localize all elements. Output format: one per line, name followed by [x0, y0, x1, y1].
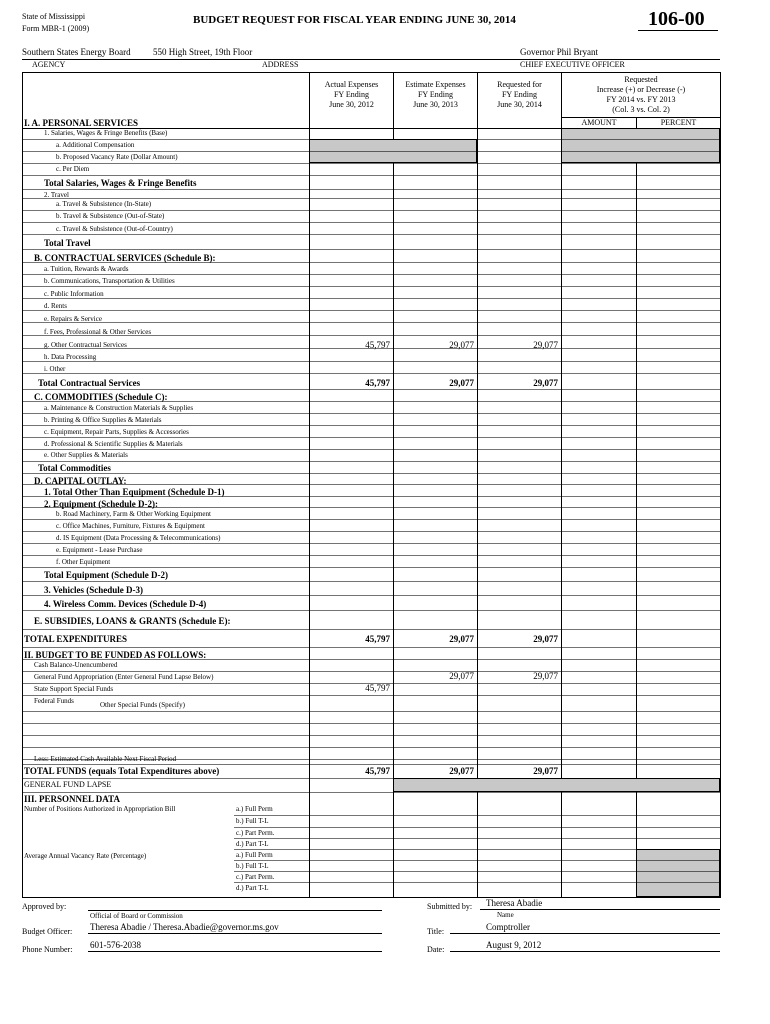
row-label: b. Printing & Office Supplies & Materials	[44, 416, 162, 424]
row-separator	[22, 249, 720, 250]
address-caption: ADDRESS	[262, 60, 299, 69]
row-label: 3. Vehicles (Schedule D-3)	[44, 585, 143, 595]
section-funding: II. BUDGET TO BE FUNDED AS FOLLOWS:	[24, 650, 207, 660]
row-label: c.) Part Perm.	[236, 829, 275, 837]
row-label: 2. Travel	[44, 191, 69, 199]
row-separator	[22, 449, 720, 450]
row-separator	[22, 274, 720, 275]
row-label: 4. Wireless Comm. Devices (Schedule D-4)	[44, 599, 207, 609]
row-separator	[22, 747, 720, 748]
row-separator	[22, 461, 720, 462]
phone-field[interactable]: 601-576-2038	[90, 940, 141, 950]
approved-label: Approved by:	[22, 902, 67, 911]
row-label: d. Professional & Scientific Supplies & Materials	[44, 440, 183, 448]
value-cell: 29,077	[533, 378, 558, 388]
row-label: 1. Total Other Than Equipment (Schedule D-1)	[44, 487, 225, 497]
row-label: b.) Full T-L	[236, 862, 269, 870]
phone-label: Phone Number:	[22, 945, 73, 954]
row-label: Less: Estimated Cash Available Next Fiscal Period	[34, 755, 177, 763]
row-separator	[22, 163, 720, 164]
row-separator	[22, 695, 720, 696]
value-cell: 29,077	[533, 340, 558, 350]
col-amount-header: AMOUNT	[581, 118, 617, 127]
row-total-expenditures: TOTAL EXPENDITURES	[24, 634, 127, 644]
budget-officer-label: Budget Officer:	[22, 927, 73, 936]
row-separator	[22, 711, 720, 712]
row-total: Total Salaries, Wages & Fringe Benefits	[44, 178, 197, 188]
row-separator	[22, 792, 720, 793]
row-total: Total Equipment (Schedule D-2)	[44, 570, 168, 580]
value-cell: 45,797	[365, 378, 390, 388]
section-commodities: C. COMMODITIES (Schedule C):	[34, 392, 168, 402]
row-separator	[22, 531, 720, 532]
row-separator	[22, 555, 720, 556]
row-label: Number of Positions Authorized in Appropriation Bill	[24, 805, 176, 813]
row-label: b.) Full T-L	[236, 817, 269, 825]
section-capital-outlay: D. CAPITAL OUTLAY:	[34, 476, 127, 486]
row-separator	[22, 519, 720, 520]
row-label: h. Data Processing	[44, 353, 97, 361]
title-field[interactable]: Comptroller	[486, 922, 530, 932]
col-estimate-header: Estimate Expenses FY Ending June 30, 2013	[405, 80, 466, 109]
row-separator	[22, 175, 720, 176]
row-label: a.) Full Perm	[236, 851, 273, 859]
chief-caption: CHIEF EXECUTIVE OFFICER	[520, 60, 625, 69]
title-label: Title:	[427, 927, 445, 936]
row-label: d. IS Equipment (Data Processing & Telecommunications)	[56, 534, 221, 542]
value-cell: 29,077	[533, 671, 558, 681]
date-field[interactable]: August 9, 2012	[486, 940, 542, 950]
row-total-funds: TOTAL FUNDS (equals Total Expenditures above)	[24, 766, 220, 776]
value-cell: 29,077	[449, 671, 474, 681]
section-contractual: B. CONTRACTUAL SERVICES (Schedule B):	[34, 253, 216, 263]
row-separator	[22, 189, 720, 190]
row-separator	[22, 413, 720, 414]
row-separator	[22, 581, 720, 582]
row-label: b. Travel & Subsistence (Out-of-State)	[56, 212, 165, 220]
value-cell: 29,077	[449, 634, 474, 644]
form-number: 106-00	[648, 8, 705, 30]
row-label: b. Communications, Transportation & Utilities	[44, 277, 175, 285]
col-change-header: Requested Increase (+) or Decrease (-) FY 2014 vs. FY 2013 (Col. 3 vs. Col. 2)	[596, 75, 686, 114]
agency-caption: AGENCY	[32, 60, 66, 69]
row-label: f. Fees, Professional & Other Services	[44, 328, 152, 336]
col-percent-header: PERCENT	[660, 118, 697, 127]
row-separator	[22, 425, 720, 426]
section-personal-services: I. A. PERSONAL SERVICES	[24, 118, 138, 128]
row-label: a. Additional Compensation	[56, 141, 135, 149]
row-label: Other Special Funds (Specify)	[100, 701, 185, 709]
value-cell: 29,077	[449, 378, 474, 388]
row-label: c. Equipment, Repair Parts, Supplies & Accessories	[44, 428, 189, 436]
section-personnel: III. PERSONNEL DATA	[24, 794, 120, 804]
row-separator	[22, 286, 720, 287]
row-label: e. Repairs & Service	[44, 315, 102, 323]
row-separator	[22, 610, 720, 611]
chief-officer: Governor Phil Bryant	[520, 47, 598, 57]
row-label: b. Proposed Vacancy Rate (Dollar Amount)	[56, 153, 178, 161]
section-subsidies: E. SUBSIDIES, LOANS & GRANTS (Schedule E):	[34, 616, 231, 626]
row-separator	[22, 298, 720, 299]
row-label: State Support Special Funds	[34, 685, 114, 693]
row-label: d.) Part T-L	[236, 884, 269, 892]
row-label: g. Other Contractual Services	[44, 341, 127, 349]
row-separator	[22, 629, 720, 630]
row-separator	[22, 234, 720, 235]
col-requested-header: Requested for FY Ending June 30, 2014	[497, 80, 542, 109]
row-separator	[22, 647, 720, 648]
value-cell: 45,797	[365, 683, 390, 693]
submitted-label: Submitted by:	[427, 902, 473, 911]
row-separator	[22, 210, 720, 211]
row-separator	[22, 139, 720, 140]
shaded-block	[393, 778, 720, 792]
row-label: e. Other Supplies & Materials	[44, 451, 128, 459]
row-label: 1. Salaries, Wages & Fringe Benefits (Base)	[44, 129, 168, 137]
row-label: i. Other	[44, 365, 66, 373]
row-separator	[22, 437, 720, 438]
row-separator	[22, 484, 720, 485]
row-separator	[22, 671, 720, 672]
row-separator	[22, 723, 720, 724]
row-label: a. Maintenance & Construction Materials & Supplies	[44, 404, 194, 412]
row-separator	[22, 567, 720, 568]
row-label: e. Equipment - Lease Purchase	[56, 546, 143, 554]
shaded-block	[561, 128, 720, 163]
value-cell: 29,077	[533, 634, 558, 644]
row-total: Total Contractual Services	[38, 378, 141, 388]
value-cell: 29,077	[449, 766, 474, 776]
col-actual-header: Actual Expenses FY Ending June 30, 2012	[324, 80, 379, 109]
row-separator	[22, 361, 720, 362]
row-separator	[22, 764, 720, 765]
budget-officer-field[interactable]: Theresa Abadie / Theresa.Abadie@governor.ms.gov	[90, 922, 279, 932]
row-label: a. Tuition, Rewards & Awards	[44, 265, 129, 273]
row-separator	[22, 151, 720, 152]
row-label: GENERAL FUND LAPSE	[24, 780, 112, 789]
row-separator	[22, 735, 720, 736]
row-label: c. Public Information	[44, 290, 104, 298]
submitted-field[interactable]: Theresa Abadie	[486, 898, 543, 908]
row-separator	[22, 473, 720, 474]
row-separator	[22, 778, 720, 779]
row-total: Total Travel	[44, 238, 91, 248]
date-label: Date:	[427, 945, 445, 954]
row-separator	[22, 310, 720, 311]
row-label: Average Annual Vacancy Rate (Percentage)	[24, 852, 147, 860]
row-label: 2. Equipment (Schedule D-2):	[44, 499, 159, 509]
row-label: c.) Part Perm.	[236, 873, 275, 881]
row-label: f. Other Equipment	[56, 558, 111, 566]
row-total: Total Commodities	[38, 463, 111, 473]
value-cell: 29,077	[449, 340, 474, 350]
row-label: c. Per Diem	[56, 165, 90, 173]
row-label: b. Road Machinery, Farm & Other Working Equipment	[56, 510, 211, 518]
shaded-block	[636, 849, 720, 897]
value-cell: 29,077	[533, 766, 558, 776]
row-separator	[22, 198, 720, 199]
value-cell: 45,797	[365, 766, 390, 776]
row-label: a.) Full Perm	[236, 805, 273, 813]
agency-name: Southern States Energy Board	[22, 47, 131, 57]
state-label: State of Mississippi	[22, 12, 86, 21]
row-separator	[22, 595, 720, 596]
row-label: Federal Funds	[34, 697, 74, 705]
row-label: Cash Balance-Unencumbered	[34, 661, 118, 669]
agency-address: 550 High Street, 19th Floor	[153, 47, 253, 57]
row-separator	[22, 222, 720, 223]
row-label: General Fund Appropriation (Enter General Fund Lapse Below)	[34, 673, 214, 681]
row-separator	[22, 322, 720, 323]
row-label: d. Rents	[44, 302, 67, 310]
row-separator	[22, 543, 720, 544]
official-caption: Official of Board or Commission	[90, 912, 183, 920]
page-title: BUDGET REQUEST FOR FISCAL YEAR ENDING JUNE 30, 2014	[193, 14, 516, 26]
row-label: d.) Part T-L	[236, 840, 269, 848]
row-label: c. Travel & Subsistence (Out-of-Country)	[56, 225, 173, 233]
form-label: Form MBR-1 (2009)	[22, 24, 90, 33]
row-separator	[22, 389, 720, 390]
name-caption: Name	[497, 911, 514, 919]
row-label: a. Travel & Subsistence (In-State)	[56, 200, 152, 208]
value-cell: 45,797	[365, 634, 390, 644]
row-label: c. Office Machines, Furniture, Fixtures & Equipment	[56, 522, 205, 530]
value-cell: 45,797	[365, 340, 390, 350]
row-separator	[22, 373, 720, 374]
